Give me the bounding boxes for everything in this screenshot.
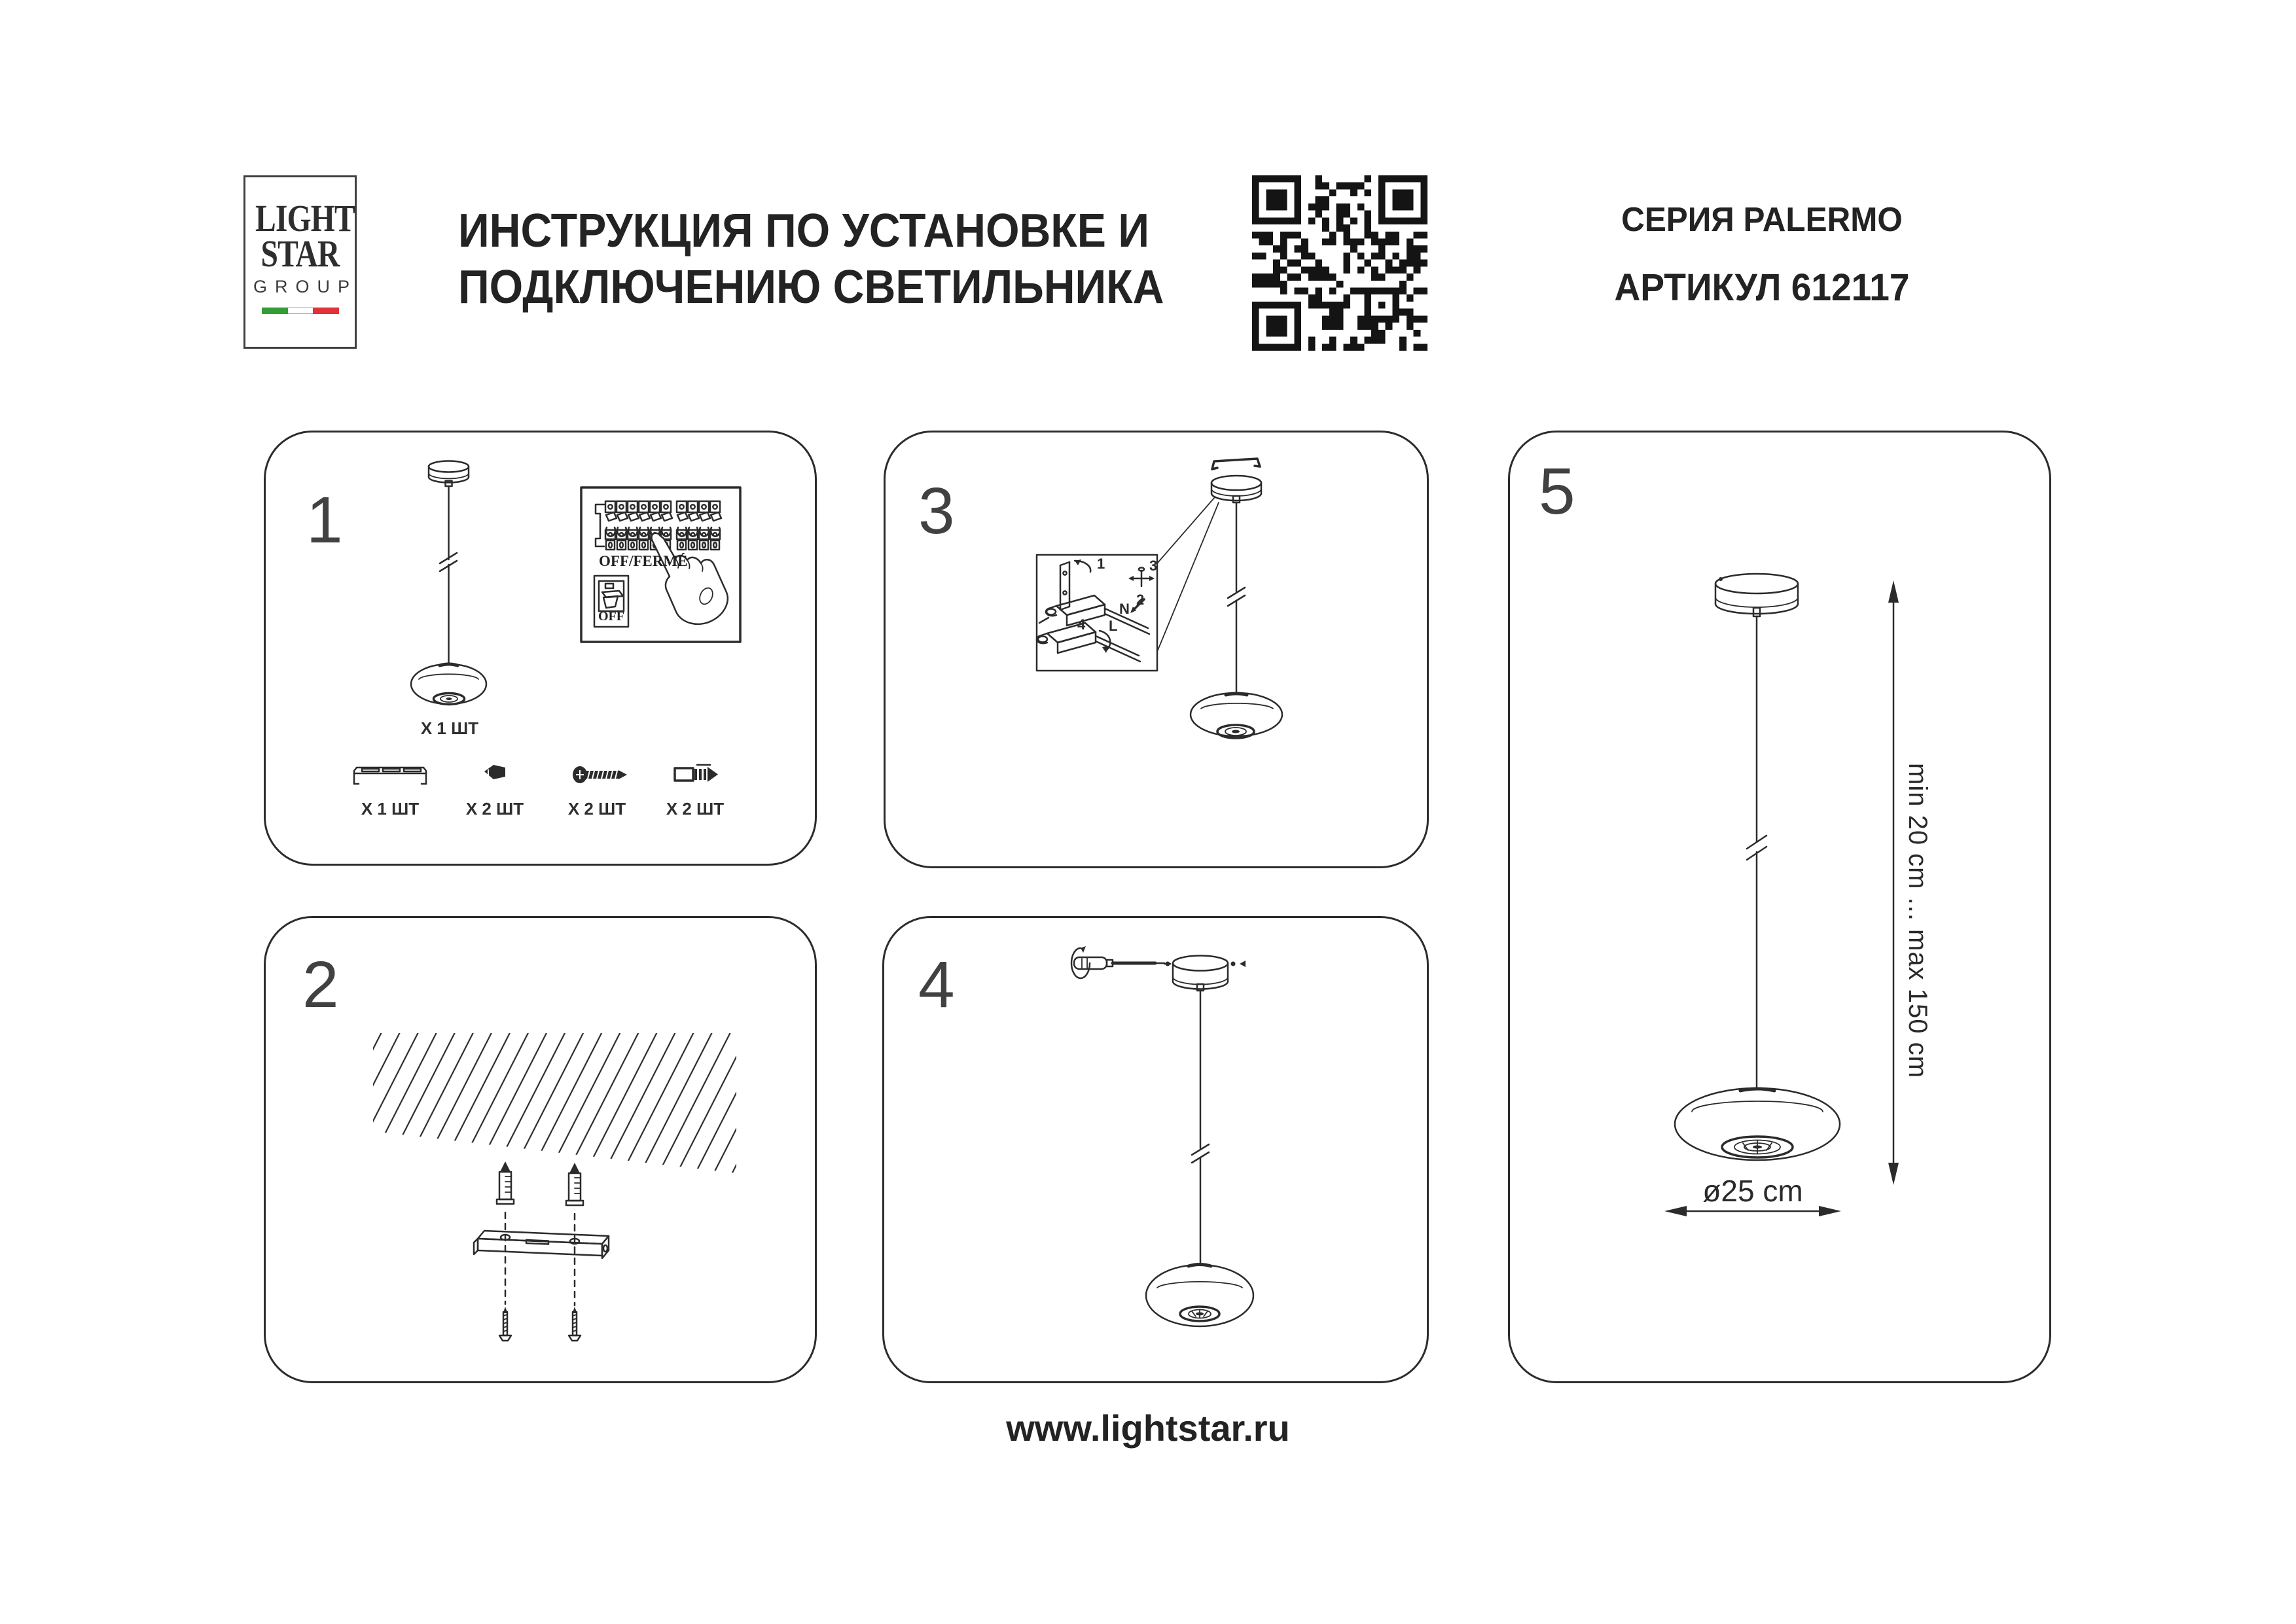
lamp-qty-caption: X 1 ШТ [420, 718, 479, 738]
page-title [458, 203, 1164, 315]
grub-screw-qty-caption: X 2 ШТ [465, 799, 524, 819]
wall-plug-up-icon [566, 1163, 583, 1205]
title-line-2: ПОДКЛЮЧЕНИЮ СВЕТИЛЬНИКА [458, 261, 1164, 313]
step-number: 3 [918, 474, 955, 548]
pendant-lamp-icon [1675, 574, 1840, 1160]
dimensions-drawing [1510, 432, 2051, 1381]
panel-step-3 [884, 431, 1429, 868]
fixing-canopy-drawing [884, 918, 1429, 1381]
title-line-1: ИНСТРУКЦИЯ ПО УСТАНОВКЕ И [458, 205, 1149, 257]
switch-off-label: OFF [598, 609, 624, 624]
height-dimension-arrow [1888, 580, 1899, 1185]
step-label-2: 2 [1136, 591, 1145, 608]
step-label-3: 3 [1149, 557, 1158, 574]
wiring-connection-drawing [886, 432, 1429, 868]
step-number: 4 [918, 948, 955, 1021]
pendant-lamp-icon [411, 461, 486, 705]
logo-word-group: GROUP [253, 277, 358, 296]
wall-plug-qty-caption: X 2 ШТ [666, 799, 725, 819]
screw-qty-caption: X 2 ШТ [567, 799, 626, 819]
ceiling-mounting-drawing [266, 918, 817, 1381]
step-label-4: 4 [1077, 616, 1086, 633]
website-url: www.lightstar.ru [1006, 1407, 1290, 1449]
logo-word-star: STAR [260, 232, 340, 275]
step-number: 1 [306, 484, 343, 557]
pendant-lamp-icon [1146, 991, 1253, 1326]
mounting-bracket-icon [474, 1231, 609, 1258]
part-screw-icon [573, 766, 627, 783]
qr-code [1252, 175, 1427, 351]
step-number: 5 [1539, 455, 1575, 528]
series-label: СЕРИЯ PALERMO [1621, 201, 1903, 239]
breakers-off-label: OFF/FERMÉ [599, 553, 688, 569]
article-label: АРТИКУЛ 612117 [1614, 266, 1910, 309]
part-grub-screw-icon [484, 765, 505, 779]
step-number: 2 [302, 948, 339, 1021]
part-wall-plug-icon [675, 765, 718, 782]
diameter-label: ø25 cm [1702, 1174, 1803, 1208]
italian-flag-bar [262, 308, 339, 314]
canopy-icon [1164, 956, 1246, 991]
wall-plug-up-icon [497, 1161, 514, 1204]
screw-up-icon [569, 1307, 581, 1341]
step-label-1: 1 [1097, 556, 1105, 572]
height-range-label: min 20 cm ... max 150 cm [1903, 763, 1932, 1078]
screw-up-icon [499, 1307, 511, 1341]
pendant-lamp-and-parts-drawing [266, 432, 817, 866]
pendant-lamp-icon [1191, 476, 1282, 738]
wire-label-n: N [1119, 601, 1130, 617]
lightstar-logo [243, 175, 357, 349]
panel-step-1 [264, 431, 817, 866]
logo-word-light: LIGHT [255, 197, 355, 239]
bracket-qty-caption: X 1 ШТ [361, 799, 420, 819]
panel-step-2 [264, 916, 817, 1383]
bracket-top-icon [1212, 459, 1260, 469]
screwdriver-icon [1071, 946, 1164, 978]
panel-step-5 [1508, 431, 2051, 1383]
panel-step-4 [882, 916, 1429, 1383]
ceiling-hatch [373, 1033, 736, 1173]
wire-label-l: L [1109, 618, 1118, 634]
part-bracket-icon [354, 768, 426, 784]
